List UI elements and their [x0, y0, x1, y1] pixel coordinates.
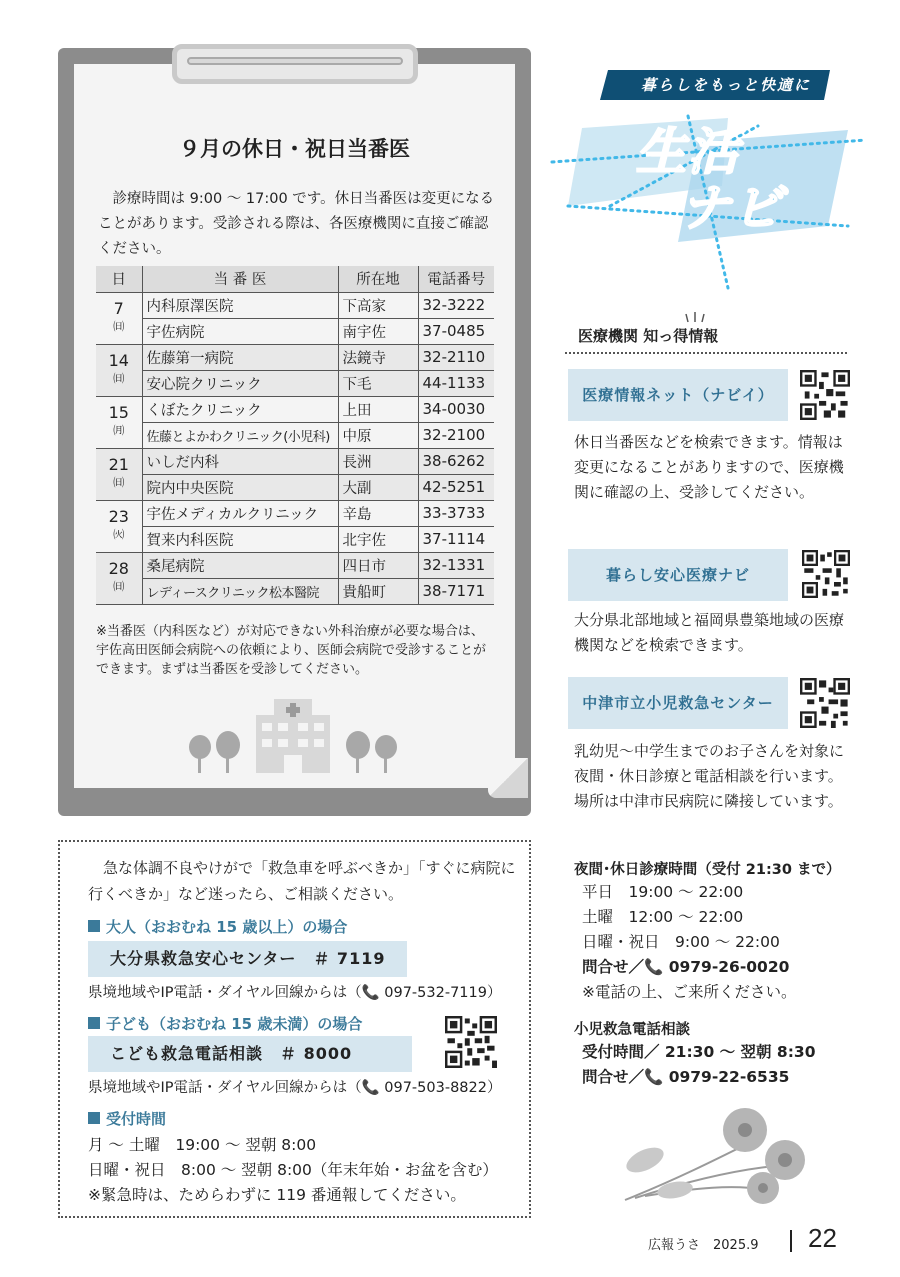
doctor-name: 安心院クリニック — [142, 370, 338, 396]
child-hotline: こども救急電話相談 ＃ 8000 — [88, 1036, 412, 1072]
location: 南宇佐 — [338, 318, 418, 344]
table-row — [96, 344, 494, 370]
child-heading: 子ども（おおむね 15 歳未満）の場合 — [88, 1013, 362, 1034]
schedule-note: ※当番医（内科医など）が対応できない外科治療が必要な場合は、宇佐高田医師会病院への依頼により、医師会病院で受診することができます。まずは当番医を受診してください。 — [96, 624, 487, 677]
consult-hours: 受付時間／ 21:30 ～ 翌朝 8:30 — [582, 1043, 816, 1061]
phone: 32-3222 — [418, 292, 494, 318]
hours-emergency-note: ※緊急時は、ためらわずに 119 番通報してください。 — [88, 1186, 466, 1204]
child-emergency-center-description: 乳幼児～中学生までのお子さんを対象に夜間・休日診療と電話相談を行います。場所は中津市民病院に隣接しています。 — [574, 742, 845, 810]
day-cell: 15 ㈪ — [96, 396, 142, 448]
doctor-name: 内科原澤医院 — [142, 292, 338, 318]
night-holiday-hours-heading: 夜間･休日診療時間（受付 21:30 まで） — [574, 862, 841, 878]
hours-sunday-holiday: 日曜・祝日 9:00 ～ 22:00 — [582, 933, 780, 951]
section-divider — [565, 352, 847, 354]
hours-heading: 受付時間 — [88, 1108, 166, 1129]
location: 北宇佐 — [338, 526, 418, 552]
phone: 44-1133 — [418, 370, 494, 396]
table-row — [96, 292, 494, 318]
consult-contact-phone: 問合せ／📞 0979-22-6535 — [582, 1068, 790, 1086]
footer-divider — [790, 1230, 792, 1252]
adult-alt-phone: 県境地域やIP電話・ダイヤル回線からは（📞 097-532-7119） — [88, 985, 502, 1001]
publication-name: 広報うさ 2025.9 — [648, 1238, 759, 1253]
location: 上田 — [338, 396, 418, 422]
day-cell: 14 ㈰ — [96, 344, 142, 396]
table-row — [96, 370, 494, 396]
navii-description: 休日当番医などを検索できます。情報は変更になることがありますので、医療機関に確認の上、受診してください。 — [574, 433, 844, 501]
table-row — [96, 448, 494, 474]
hours-weekday: 月 ～ 土曜 19:00 ～ 翌朝 8:00 — [88, 1136, 317, 1154]
table-row — [96, 578, 494, 604]
hours-weekday: 平日 19:00 ～ 22:00 — [582, 883, 744, 901]
phone: 34-0030 — [418, 396, 494, 422]
col-location: 所在地 — [338, 266, 418, 292]
table-row — [96, 396, 494, 422]
doctor-name: くぼたクリニック — [142, 396, 338, 422]
doctor-name: 賀来内科医院 — [142, 526, 338, 552]
location: 中原 — [338, 422, 418, 448]
contact-phone: 問合せ／📞 0979-26-0020 — [582, 958, 790, 976]
anshin-navi-description: 大分県北部地域と福岡県豊築地域の医療機関などを検索できます。 — [574, 611, 845, 654]
location: 長洲 — [338, 448, 418, 474]
doctor-name: 宇佐メディカルクリニック — [142, 500, 338, 526]
qr-code-icon[interactable] — [445, 1016, 497, 1068]
header-title-navi: ナビ — [680, 179, 784, 237]
location: 四日市 — [338, 552, 418, 578]
table-row — [96, 500, 494, 526]
doctor-name: 佐藤第一病院 — [142, 344, 338, 370]
qr-code-icon[interactable] — [800, 678, 850, 728]
doctor-name: 院内中央医院 — [142, 474, 338, 500]
doctor-name: 宇佐病院 — [142, 318, 338, 344]
table-row — [96, 552, 494, 578]
schedule-table — [96, 266, 494, 605]
adult-hotline: 大分県救急安心センター ＃ 7119 — [88, 941, 407, 977]
child-phone-consult — [582, 1040, 815, 1090]
header-tagline: 暮らしをもっと快適に — [640, 76, 811, 94]
col-phone: 電話番号 — [418, 266, 494, 292]
location: 下毛 — [338, 370, 418, 396]
doctor-name: 佐藤とよかわクリニック(小児科) — [142, 422, 338, 448]
night-holiday-hours — [582, 880, 797, 1005]
header-title-seikatsu: 生活 — [636, 123, 740, 181]
location: 下高家 — [338, 292, 418, 318]
phone: 32-2110 — [418, 344, 494, 370]
hours-holiday: 日曜・祝日 8:00 ～ 翌朝 8:00（年末年始・お盆を含む） — [88, 1161, 498, 1179]
table-row — [96, 526, 494, 552]
phone: 37-0485 — [418, 318, 494, 344]
phone: 38-7171 — [418, 578, 494, 604]
phone: 37-1114 — [418, 526, 494, 552]
sparkle-icon — [684, 310, 706, 324]
phone: 42-5251 — [418, 474, 494, 500]
col-day: 日 — [96, 266, 142, 292]
phone: 38-6262 — [418, 448, 494, 474]
square-bullet-icon — [88, 1017, 100, 1029]
page-number: 22 — [808, 1223, 837, 1253]
paper-fold — [488, 758, 528, 798]
visit-note: ※電話の上、ご来所ください。 — [582, 983, 797, 1001]
navii-tag: 医療情報ネット（ナビイ） — [568, 369, 788, 421]
clipboard-clip — [172, 44, 418, 84]
emergency-intro: 急な体調不良やけがで「救急車を呼ぶべきか」「すぐに病院に行くべきか」など迷ったら、ご相談ください。 — [88, 859, 516, 903]
doctor-name: 桑尾病院 — [142, 552, 338, 578]
phone: 33-3733 — [418, 500, 494, 526]
child-alt-phone: 県境地域やIP電話・ダイヤル回線からは（📞 097-503-8822） — [88, 1080, 502, 1096]
phone: 32-2100 — [418, 422, 494, 448]
anshin-navi-tag: 暮らし安心医療ナビ — [568, 549, 788, 601]
child-phone-consult-heading: 小児救急電話相談 — [574, 1022, 690, 1038]
phone: 32-1331 — [418, 552, 494, 578]
day-cell: 7 ㈰ — [96, 292, 142, 344]
flowers-illustration — [615, 1100, 815, 1210]
child-emergency-center-tag: 中津市立小児救急センター — [568, 677, 788, 729]
square-bullet-icon — [88, 1112, 100, 1124]
doctor-name: いしだ内科 — [142, 448, 338, 474]
adult-heading: 大人（おおむね 15 歳以上）の場合 — [88, 916, 347, 937]
location: 貴船町 — [338, 578, 418, 604]
location: 法鏡寺 — [338, 344, 418, 370]
table-row — [96, 422, 494, 448]
day-cell: 23 ㈫ — [96, 500, 142, 552]
qr-code-icon[interactable] — [800, 370, 850, 420]
location: 辛島 — [338, 500, 418, 526]
location: 大副 — [338, 474, 418, 500]
qr-code-icon[interactable] — [802, 550, 850, 598]
medical-section-title: 医療機関 知っ得情報 — [578, 327, 719, 345]
hospital-illustration — [186, 695, 402, 775]
hours-saturday: 土曜 12:00 ～ 22:00 — [582, 908, 744, 926]
day-cell: 21 ㈰ — [96, 448, 142, 500]
table-row — [96, 474, 494, 500]
schedule-header-row — [96, 266, 494, 292]
table-row — [96, 318, 494, 344]
schedule-intro: 診療時間は 9:00 ～ 17:00 です。休日当番医は変更になることがあります。受診される際は、各医療機関に直接ご確認ください。 — [98, 191, 495, 257]
col-doctor: 当 番 医 — [142, 266, 338, 292]
square-bullet-icon — [88, 920, 100, 932]
doctor-name: レディースクリニック松本醫院 — [142, 578, 338, 604]
schedule-title: ９月の休日・祝日当番医 — [179, 137, 410, 161]
day-cell: 28 ㈰ — [96, 552, 142, 604]
